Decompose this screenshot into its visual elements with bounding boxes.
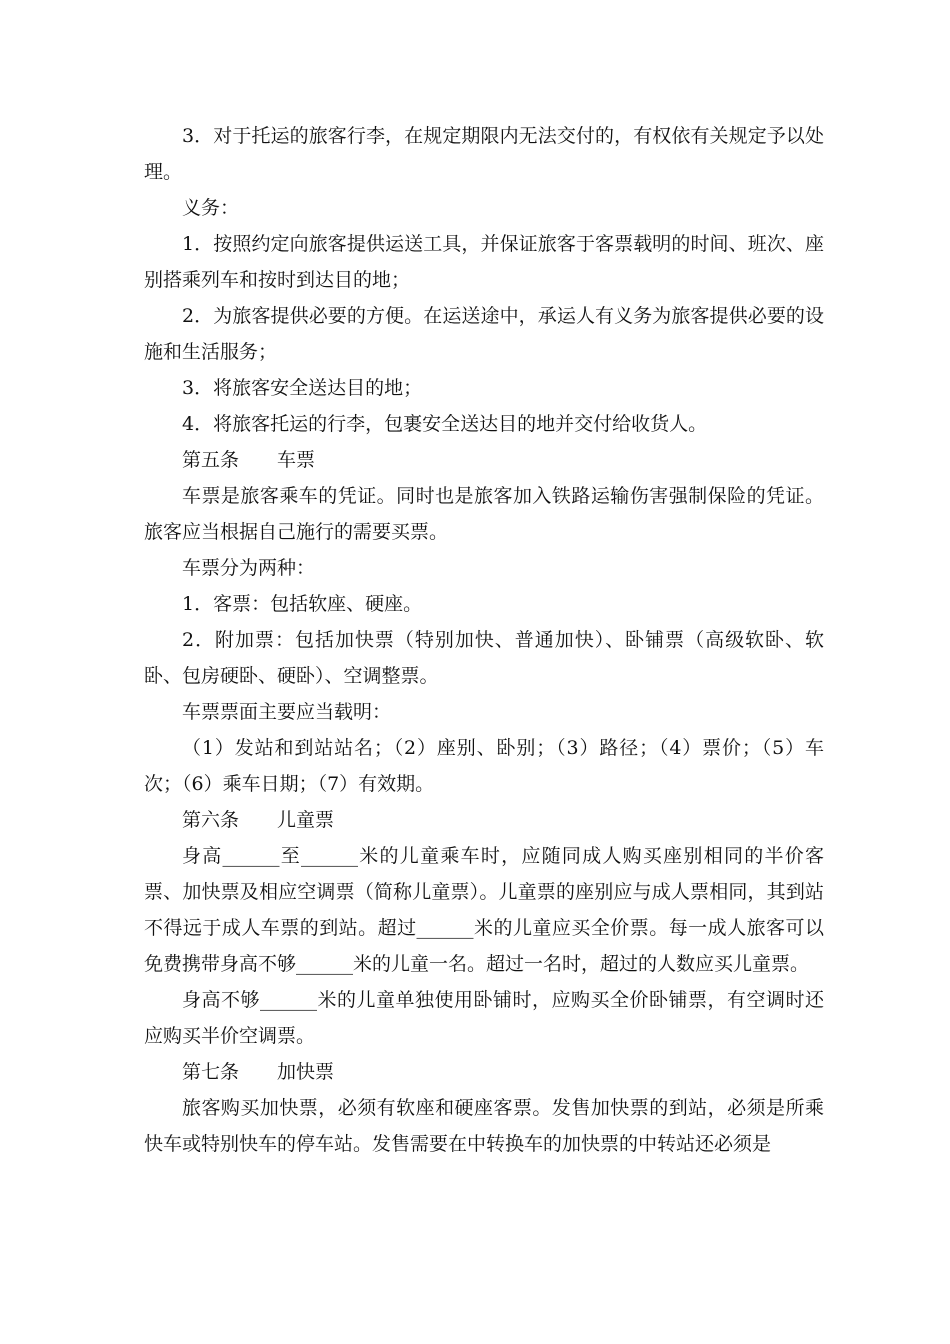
paragraph-express-ticket-rules: 旅客购买加快票，必须有软座和硬座客票。发售加快票的到站，必须是所乘快车或特别快车的停车站。发售需要在中转换车的加快票的中转站还必须是: [144, 1097, 824, 1155]
document-body: [144, 118, 824, 1162]
paragraph-ticket-types-intro: 车票分为两种：: [182, 557, 316, 579]
article-7-heading: 第七条 加快票: [182, 1061, 335, 1083]
paragraph-duty-2: 2．为旅客提供必要的方便。在运送途中，承运人有义务为旅客提供必要的设施和生活服务；: [144, 305, 824, 363]
article-5-heading: 第五条 车票: [182, 449, 316, 471]
article-6-heading: 第六条 儿童票: [182, 809, 335, 831]
paragraph-obligation-3-luggage: 3．对于托运的旅客行李，在规定期限内无法交付的，有权依有关规定予以处理。: [144, 125, 824, 183]
paragraph-child-ticket-rules: 身高______至______米的儿童乘车时，应随同成人购买座别相同的半价客票、加快票及相应空调票（简称儿童票）。儿童票的座别应与成人票相同，其到站不得远于成人车票的到站。超过______米的儿童应买全价票。每一成人旅客可以免费携带身高不够______米的儿童一名。超过一名时，超过的人数应买儿童票。: [144, 845, 824, 975]
paragraph-ticket-type-2: 2．附加票：包括加快票（特别加快、普通加快）、卧铺票（高级软卧、软卧、包房硬卧、硬卧）、空调整票。: [144, 629, 824, 687]
paragraph-duties-heading: 义务：: [182, 197, 240, 219]
paragraph-duty-4: 4．将旅客托运的行李，包裹安全送达目的地并交付给收货人。: [182, 413, 708, 435]
paragraph-child-berth-rules: 身高不够______米的儿童单独使用卧铺时，应购买全价卧铺票，有空调时还应购买半价空调票。: [144, 989, 824, 1047]
paragraph-duty-3: 3．将旅客安全送达目的地；: [182, 377, 423, 399]
paragraph-duty-1: 1．按照约定向旅客提供运送工具，并保证旅客于客票载明的时间、班次、座别搭乘列车和按时到达目的地；: [144, 233, 824, 291]
paragraph-ticket-face-intro: 车票票面主要应当载明：: [182, 701, 392, 723]
paragraph-ticket-definition: 车票是旅客乘车的凭证。同时也是旅客加入铁路运输伤害强制保险的凭证。旅客应当根据自己施行的需要买票。: [144, 485, 824, 543]
paragraph-ticket-face-items: （1）发站和到站站名；（2）座别、卧别；（3）路径；（4）票价；（5）车次；（6）乘车日期；（7）有效期。: [144, 737, 824, 795]
paragraph-ticket-type-1: 1．客票：包括软座、硬座。: [182, 593, 423, 615]
